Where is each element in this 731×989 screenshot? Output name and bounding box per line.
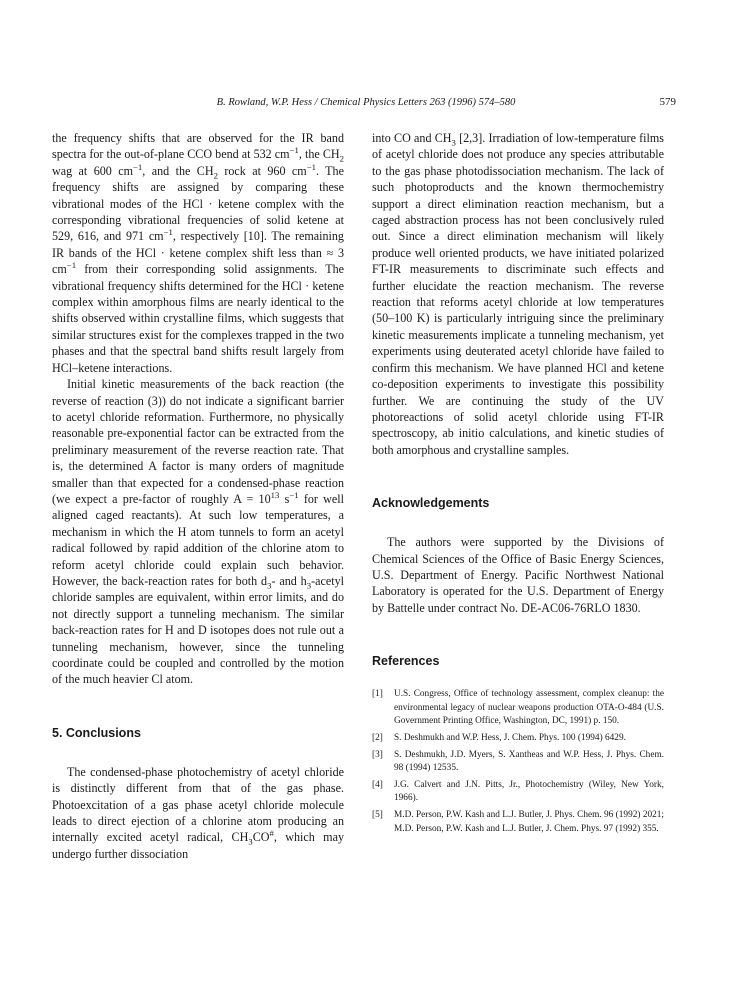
reference-item: [372, 749, 664, 776]
reference-item: [372, 779, 664, 806]
reference-item: [372, 732, 664, 746]
paragraph-conclusions-continued: into CO and $CH_3$ [2,3]. Irradiation of low-temperature films of acetyl chloride does not produce any species attributable to the gas phase photodissociation mechanism. The lack of such photoproducts and the known thermochemistry support a direct elimination reaction mechanism, but a caged abstraction process has not been conclusively ruled out. Since a direct elimination mechanism will likely produce well oriented products, we have initiated polarized FT-IR measurements to discriminate such effects and further elucidate the reaction mechanism. The reverse reaction that reforms acetyl chloride at low temperatures (50–100 K) is particularly intriguing since the preliminary kinetic measurements implicate a tunneling mechanism, yet experiments using deuterated acetyl chloride have failed to confirm this mechanism. We have planned HCl and ketene co-deposition experiments to investigate this possibility further. We are continuing the study of the UV photoreactions of solid acetyl chloride using FT-IR spectroscopy, ab initio calculations, and kinetic studies of both amorphous and crystalline samples.: [372, 131, 665, 457]
reference-text: M.D. Person, P.W. Kash and L.J. Butler, J. Phys. Chem. 96 (1992) 2021; M.D. Person, P.W. Kash and L.J. Butler, J. Chem. Phys. 97 (1992) 355.: [394, 809, 664, 834]
paragraph-conclusions: The condensed-phase photochemistry of acetyl chloride is distinctly different from that of the gas phase. Photoexcitation of a gas phase acetyl chloride molecule leads to direct ejection of a chlorine atom producing an internally excited acetyl radical, $CH_3CO^{\#}$, which may undergo further dissociation: [52, 764, 344, 861]
reference-number: [2]: [372, 732, 383, 743]
page-number: 579: [659, 96, 676, 108]
reference-text: S. Deshmukh, J.D. Myers, S. Xantheas and W.P. Hess, J. Phys. Chem. 98 (1994) 12535.: [394, 749, 664, 774]
paragraph-kinetic-measurements: Initial kinetic measurements of the back reaction (the reverse of reaction (3)) do not indicate a significant barrier to acetyl chloride reformation. Furthermore, no physically reasonable pre-exponential factor can be extracted from the preliminary measurement of the reverse reaction rate. That is, the determined A factor is many orders of magnitude smaller than that expected for a condensed-phase reaction (we expect a pre-factor of roughly $A = 10^{13}$ $s^{-1}$ for well aligned caged reactants). At such low temperatures, a mechanism in which the H atom tunnels to form an acetyl radical followed by rapid addition of the chlorine atom to reform acetyl chloride could explain such behavior. However, the back-reaction rates for both $d_3-$ and $h_3$-acetyl chloride samples are equivalent, within error limits, and do not directly support a tunneling mechanism. The similar back-reaction rates for H and D isotopes does not rule out a tunneling mechanism, however, since the tunneling coordinate could be coupled and controlled by the motion of the much heavier Cl atom.: [52, 377, 344, 687]
reference-text: S. Deshmukh and W.P. Hess, J. Chem. Phys. 100 (1994) 6429.: [394, 732, 626, 743]
acknowledgements-heading: Acknowledgements: [372, 496, 490, 511]
right-column: [372, 130, 664, 836]
reference-number: [1]: [372, 689, 383, 700]
acknowledgements-text: The authors were supported by the Divisions of Chemical Sciences of the Office of Basic Energy Sciences, U.S. Department of Energy. Pacific Northwest National Laboratory is operated for the U.S. Department of Energy by Battelle under contract No. DE-AC06-76RLO 1830.: [372, 535, 664, 615]
reference-number: [5]: [372, 809, 383, 820]
reference-number: [4]: [372, 779, 383, 790]
conclusions-heading: 5. Conclusions: [52, 725, 141, 740]
reference-list: [372, 688, 664, 836]
reference-item: [372, 809, 664, 836]
references-heading: References: [372, 654, 440, 669]
reference-text: J.G. Calvert and J.N. Pitts, Jr., Photochemistry (Wiley, New York, 1966).: [394, 779, 664, 804]
paragraph-frequency-shifts: the frequency shifts that are observed for the IR band spectra for the out-of-plane CCO bend at 532 $cm^{-1}$, the $CH_2$ wag at 600 $cm^{-1}$, and the $CH_2$ rock at 960 $cm^{-1}$. The frequency shifts are assigned by comparing these vibrational modes of the HCl · ketene complex with the corresponding vibrational frequencies of solid ketene at 529, 616, and 971 $cm^{-1}$, respectively [10]. The remaining IR bands of the HCl · ketene complex shift less than ≈ 3 $cm^{-1}$ from their corresponding solid assignments. The vibrational frequency shifts determined for the HCl · ketene complex within amorphous films are nearly identical to the shifts observed within crystalline films, which suggests that similar structures exist for the complexes trapped in the two phases and that the spectral band shifts result largely from HCl–ketene interactions.: [52, 131, 344, 375]
left-column: [52, 130, 344, 862]
reference-text: U.S. Congress, Office of technology assessment, complex cleanup: the environmental legacy of nuclear weapons production OTA-O-484 (U.S. Government Printing Office, Washington, DC, 1991) p. 150.: [394, 689, 664, 727]
reference-item: [372, 688, 664, 729]
reference-number: [3]: [372, 749, 383, 760]
running-head: B. Rowland, W.P. Hess / Chemical Physics Letters 263 (1996) 574–580: [216, 97, 516, 108]
